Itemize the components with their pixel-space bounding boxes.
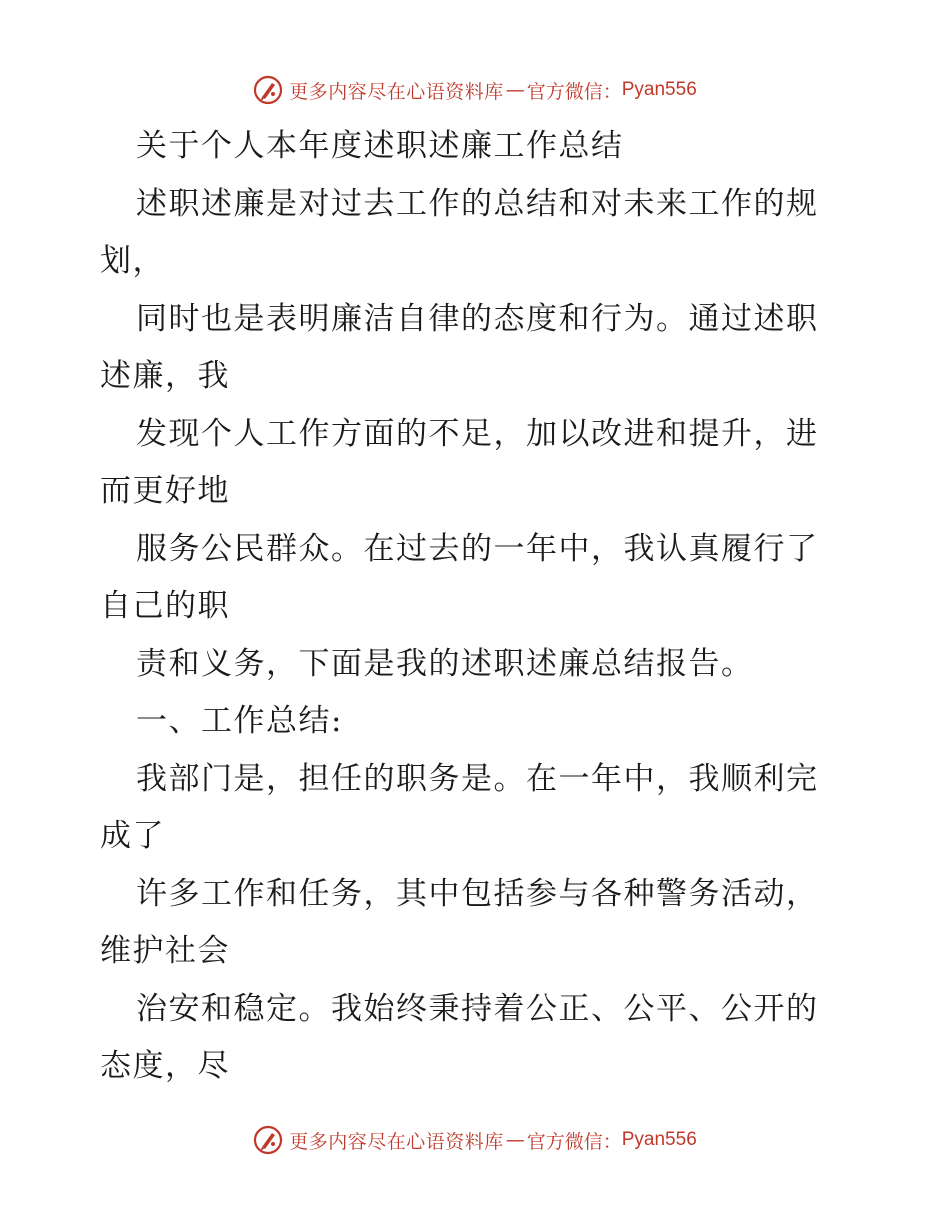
text-line: 自己的职 — [100, 588, 230, 624]
footer-banner — [0, 1120, 950, 1160]
text-line: 述职述廉是对过去工作的总结和对未来工作的规 — [136, 185, 819, 222]
header-banner — [0, 70, 950, 110]
quill-pen-logo-icon — [253, 1125, 283, 1155]
quill-pen-logo-icon — [253, 75, 283, 105]
text-line: 成了 — [100, 818, 165, 854]
text-line: 述廉，我 — [100, 358, 230, 394]
wechat-label: 官方微信： — [526, 80, 622, 103]
wechat-id: Pyan556 — [621, 1129, 697, 1150]
wechat-id: Pyan556 — [621, 79, 697, 100]
text-line: 维护社会 — [100, 933, 230, 969]
banner-dash: — — [505, 79, 525, 101]
document-body — [100, 118, 860, 1096]
text-line: 服务公民群众。在过去的一年中，我认真履行了 — [136, 530, 819, 567]
text-line: 许多工作和任务，其中包括参与各种警务活动， — [136, 875, 819, 912]
banner-text: 更多内容尽在心语资料库 — [289, 80, 504, 103]
text-line: 态度，尽 — [100, 1048, 230, 1084]
wechat-label: 官方微信： — [526, 1130, 622, 1153]
text-line: 我部门是，担任的职务是。在一年中，我顺利完 — [136, 760, 819, 797]
text-line: 同时也是表明廉洁自律的态度和行为。通过述职 — [136, 300, 819, 337]
document-title: 关于个人本年度述职述廉工作总结 — [136, 128, 624, 164]
text-line: 发现个人工作方面的不足，加以改进和提升，进 — [136, 415, 819, 452]
text-line: 划， — [100, 243, 165, 279]
text-line: 责和义务，下面是我的述职述廉总结报告。 — [136, 645, 754, 682]
text-line: 治安和稳定。我始终秉持着公正、公平、公开的 — [136, 990, 819, 1027]
section-heading: 一、工作总结: — [136, 703, 343, 739]
banner-dash: — — [505, 1129, 525, 1151]
banner-text: 更多内容尽在心语资料库 — [289, 1130, 504, 1153]
text-line: 而更好地 — [100, 473, 230, 509]
